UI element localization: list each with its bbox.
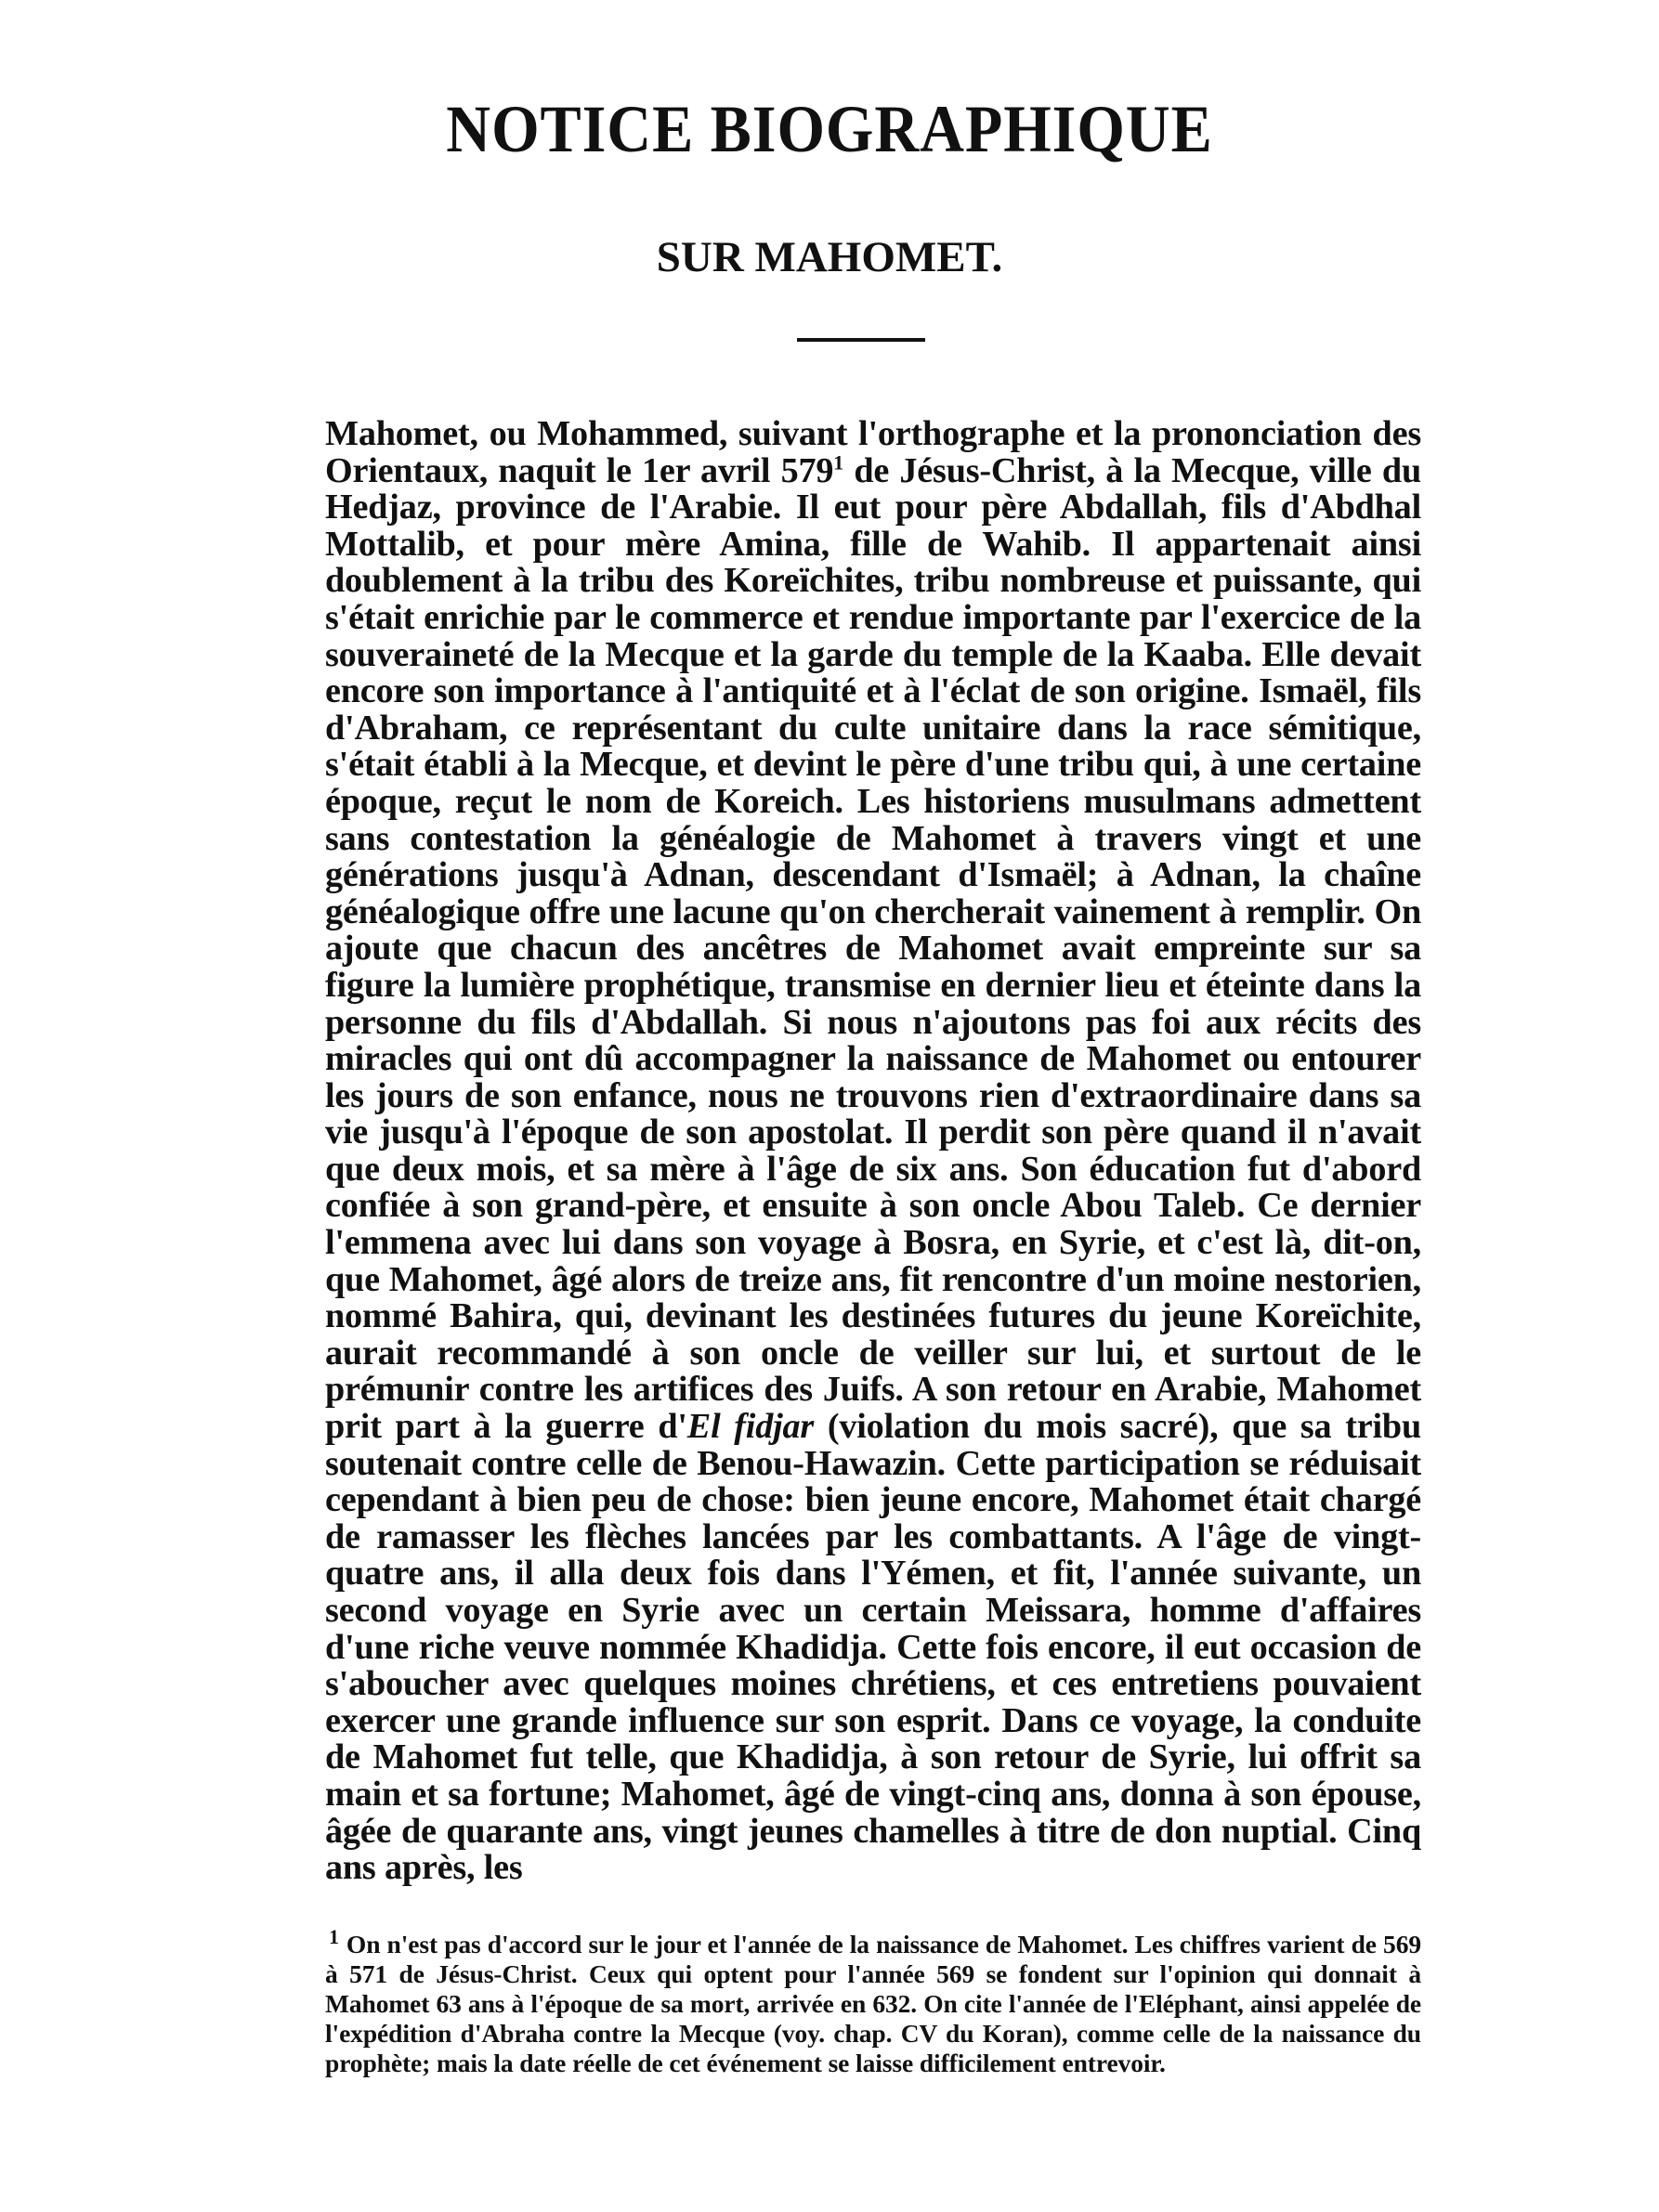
page-subtitle: SUR MAHOMET. [656,233,1003,281]
page-title: NOTICE BIOGRAPHIQUE [446,92,1213,166]
footnote-block [325,1924,1421,2078]
body-text-part-2: de Jésus-Christ, à la Mecque, ville du Hedjaz, province de l'Arabie. Il eut pour père Abdallah, fils d'Abdhal Mottalib, et pour mère Amina, fille de Wahib. Il appartenait ainsi doublement à la tribu des Koreïchites, tribu nombreuse et puissante, qui s'était enrichie par le commerce et rendue importante par l'exercice de la souveraineté de la Mecque et la garde du temple de la Kaaba. Elle devait encore son importance à l'antiquité et à l'éclat de son origine. Ismaël, fils d'Abraham, ce représentant du culte unitaire dans la race sémitique, s'était établi à la Mecque, et devint le père d'une tribu qui, à une certaine époque, reçut le nom de Koreich. Les historiens musulmans admettent sans contestation la généalogie de Mahomet à travers vingt et une générations jusqu'à Adnan, descendant d'Ismaël; à Adnan, la chaîne généalogique offre une lacune qu'on chercherait vainement à remplir. On ajoute que chacun des ancêtres de Mahomet avait empreinte sur sa figure la lumière prophétique, transmise en dernier lieu et éteinte dans la personne du fils d'Abdallah. Si nous n'ajoutons pas foi aux récits des miracles qui ont dû accompagner la naissance de Mahomet ou entourer les jours de son enfance, nous ne trouvons rien d'extraordinaire dans sa vie jusqu'à l'époque de son apostolat. Il perdit son père quand il n'avait que deux mois, et sa mère à l'âge de six ans. Son éducation fut d'abord confiée à son grand-père, et ensuite à son oncle Abou Taleb. Ce dernier l'emmena avec lui dans son voyage à Bosra, en Syrie, et c'est là, dit-on, que Mahomet, âgé alors de treize ans, fit rencontre d'un moine nestorien, nommé Bahira, qui, devinant les destinées futures du jeune Koreïchite, aurait recommandé à son oncle de veiller sur lui, et surtout de le prémunir contre les artifices des Juifs. A son retour en Arabie, Mahomet prit part à la guerre d' [325,450,1421,1447]
title-rule [797,338,925,342]
body-text-part-1: Mahomet, ou Mohammed, suivant l'orthographe et la prononciation des Orientaux, naquit le 1er avril 579 [325,414,1421,490]
body-text-part-3: (violation du mois sacré), que sa tribu soutenait contre celle de Benou-Hawazin. Cette participation se réduisait cependant à bien peu de chose: bien jeune encore, Mahomet était chargé de ramasser les flèches lancées par les combattants. A l'âge de vingt-quatre ans, il alla deux fois dans l'Yémen, et fit, l'année suivante, un second voyage en Syrie avec un certain Meissara, homme d'affaires d'une riche veuve nommée Khadidja. Cette fois encore, il eut occasion de s'aboucher avec quelques moines chrétiens, et ces entretiens pouvaient exercer une grande influence sur son esprit. Dans ce voyage, la conduite de Mahomet fut telle, que Khadidja, à son retour de Syrie, lui offrit sa main et sa fortune; Mahomet, âgé de vingt-cinq ans, donna à son épouse, âgée de quarante ans, vingt jeunes chamelles à titre de don nuptial. Cinq ans après, les [325,1407,1421,1888]
paragraph-text [325,416,1421,1887]
footnote: 1 On n'est pas d'accord sur le jour et l'année de la naissance de Mahomet. Les chiffres varient de 569 à 571 de Jésus-Christ. Ceux qui optent pour l'année 569 se fondent sur l'opinion qui donnait à Mahomet 63 ans à l'époque de sa mort, arrivée en 632. On cite l'année de l'Eléphant, ainsi appelée de l'expédition d'Abraha contre la Mecque (voy. chap. CV du Koran), comme celle de la naissance du prophète; mais la date réelle de cet événement se laisse difficilement entrevoir. [325,1924,1421,2077]
italic-term: El fidjar [686,1407,815,1447]
footnote-reference: 1 [833,449,844,474]
footnote-text: On n'est pas d'accord sur le jour et l'année de la naissance de Mahomet. Les chiffres varient de 569 à 571 de Jésus-Christ. Ceux qui optent pour l'année 569 se fondent sur l'opinion qui donnait à Mahomet 63 ans à l'époque de sa mort, arrivée en 632. On cite l'année de l'Eléphant, ainsi appelée de l'expédition d'Abraha contre la Mecque (voy. chap. CV du Koran), comme celle de la naissance du prophète; mais la date réelle de cet événement se laisse difficilement entrevoir. [325,1930,1421,2077]
body-paragraph [325,416,1421,1887]
